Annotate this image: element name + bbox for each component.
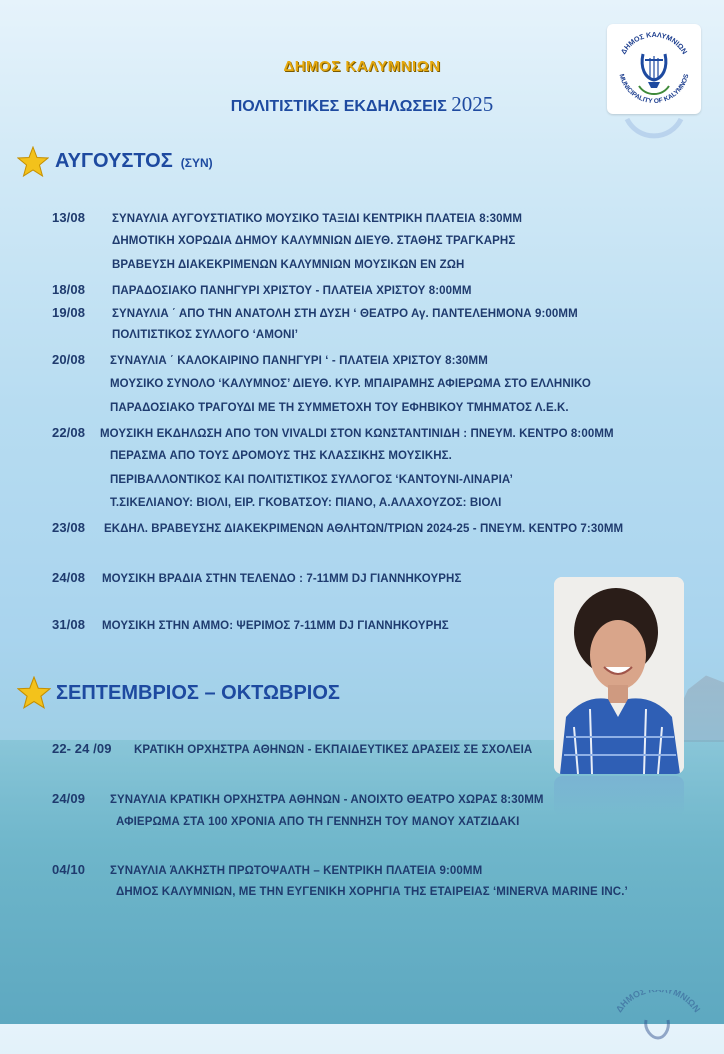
event-line: ΕΚΔΗΛ. ΒΡΑΒΕΥΣΗΣ ΔΙΑΚΕΚΡΙΜΕΝΩΝ ΑΘΛΗΤΩΝ/ΤΡΙΩΝ 2024-25 - ΠΝΕΥΜ. ΚΕΝΤΡΟ 7:30ΜΜ: [104, 523, 624, 535]
page-year: 2025: [451, 92, 494, 116]
event-13-08-line3: ΒΡΑΒΕΥΣΗ ΔΙΑΚΕΚΡΙΜΕΝΩΝ ΚΑΛΥΜΝΙΩΝ ΜΟΥΣΙΚΩΝ ΕΝ ΖΩΗ: [112, 259, 465, 271]
event-line: ΠΑΡΑΔΟΣΙΑΚΟ ΠΑΝΗΓΥΡΙ ΧΡΙΣΤΟΥ - ΠΛΑΤΕΙΑ ΧΡΙΣΤΟΥ 8:00ΜΜ: [112, 285, 472, 297]
event-line: ΚΡΑΤΙΚΗ ΟΡΧΗΣΤΡΑ ΑΘΗΝΩΝ - ΕΚΠΑΙΔΕΥΤΙΚΕΣ ΔΡΑΣΕΙΣ ΣΕ ΣΧΟΛΕΙΑ: [134, 744, 533, 756]
event-13-08: [52, 210, 522, 225]
event-04-10-line2: ΔΗΜΟΣ ΚΑΛΥΜΝΙΩΝ, ΜΕ ΤΗΝ ΕΥΓΕΝΙΚΗ ΧΟΡΗΓΙΑ ΤΗΣ ΕΤΑΙΡΕΙΑΣ ‘MINERVA MARINE INC.’: [116, 886, 628, 898]
event-line: ΜΟΥΣΙΚΗ ΒΡΑΔΙΑ ΣΤΗΝ ΤΕΛΕΝΔΟ : 7-11ΜΜ DJ ΓΙΑΝΝΗΚΟΥΡΗΣ: [102, 573, 462, 585]
event-date: 22- 24 /09: [52, 741, 112, 756]
event-22-08-line4: Τ.ΣΙΚΕΛΙΑΝΟΥ: ΒΙΟΛΙ, ΕΙΡ. ΓΚΟΒΑΤΣΟΥ: ΠΙΑΝΟ, Α.ΑΛΑΧΟΥΖΟΣ: ΒΙΟΛΙ: [110, 497, 502, 509]
event-line: ΣΥΝΑΥΛΙΑ ΄ ΚΑΛΟΚΑΙΡΙΝΟ ΠΑΝΗΓΥΡΙ ‘ - ΠΛΑΤΕΙΑ ΧΡΙΣΤΟΥ 8:30ΜΜ: [110, 355, 488, 367]
event-24-09: [52, 791, 544, 806]
event-line: ΣΥΝΑΥΛΙΑ ΚΡΑΤΙΚΗ ΟΡΧΗΣΤΡΑ ΑΘΗΝΩΝ - ΑΝΟΙΧΤΟ ΘΕΑΤΡΟ ΧΩΡΑΣ 8:30ΜΜ: [110, 794, 544, 806]
event-date: 04/10: [52, 862, 86, 877]
event-date: 22/08: [52, 425, 86, 440]
photo-reflection: [554, 776, 684, 816]
section-august-title: ΑΥΓΟΥΣΤΟΣ: [55, 150, 173, 172]
event-date: 13/08: [52, 210, 86, 225]
event-date: 19/08: [52, 305, 86, 320]
artist-photo: [554, 577, 684, 774]
event-date: 18/08: [52, 282, 86, 297]
event-23-08: [52, 520, 623, 535]
municipality-logo: [607, 24, 701, 114]
event-22-08: [52, 425, 614, 440]
event-date: 31/08: [52, 617, 86, 632]
portrait-image: [554, 577, 684, 774]
event-22-24-09: [52, 741, 532, 756]
event-line: ΜΟΥΣΙΚΗ ΕΚΔΗΛΩΣΗ ΑΠΟ ΤΟΝ VIVALDI ΣΤΟΝ ΚΩΝΣΤΑΝΤΙΝΙΔΗ : ΠΝΕΥΜ. ΚΕΝΤΡΟ 8:00ΜΜ: [100, 428, 614, 440]
section-august: [55, 150, 213, 173]
event-date: 23/08: [52, 520, 86, 535]
municipality-title: ΔΗΜΟΣ ΚΑΛΥΜΝΙΩΝ: [283, 58, 441, 75]
event-20-08: [52, 352, 488, 367]
logo-text-top: ΔΗΜΟΣ ΚΑΛΥΜΝΙΩΝ: [618, 29, 690, 56]
event-04-10: [52, 862, 482, 877]
event-line: ΣΥΝΑΥΛΙΑ ΑΥΓΟΥΣΤΙΑΤΙΚΟ ΜΟΥΣΙΚΟ ΤΑΞΙΔΙ ΚΕΝΤΡΙΚΗ ΠΛΑΤΕΙΑ 8:30ΜΜ: [112, 213, 523, 225]
event-22-08-line3: ΠΕΡΙΒΑΛΛΟΝΤΙΚΟΣ ΚΑΙ ΠΟΛΙΤΙΣΤΙΚΟΣ ΣΥΛΛΟΓΟΣ ‘ΚΑΝΤΟΥΝΙ-ΛΙΝΑΡΙΑ’: [110, 474, 513, 486]
event-line: ΣΥΝΑΥΛΙΑ ΆΛΚΗΣΤΗ ΠΡΩΤΟΨΑΛΤΗ – ΚΕΝΤΡΙΚΗ ΠΛΑΤΕΙΑ 9:00ΜΜ: [110, 865, 483, 877]
section-sep-oct-title: ΣΕΠΤΕΜΒΡΙΟΣ – ΟΚΤΩΒΡΙΟΣ: [56, 682, 340, 704]
section-sep-oct: [56, 682, 340, 705]
lyre-icon: [642, 54, 666, 88]
star-icon: [17, 676, 51, 710]
event-line: ΣΥΝΑΥΛΙΑ ΄ ΑΠΟ ΤΗΝ ΑΝΑΤΟΛΗ ΣΤΗ ΔΥΣΗ ‘ ΘΕΑΤΡΟ Αγ. ΠΑΝΤΕΛΕΗΜΟΝΑ 9:00ΜΜ: [112, 308, 578, 320]
faded-logo-stamp: [606, 990, 706, 1050]
event-20-08-line3: ΠΑΡΑΔΟΣΙΑΚΟ ΤΡΑΓΟΥΔΙ ΜΕ ΤΗ ΣΥΜΜΕΤΟΧΗ ΤΟΥ ΕΦΗΒΙΚΟΥ ΤΜΗΜΑΤΟΣ Λ.Ε.Κ.: [110, 402, 569, 414]
event-19-08-line2: ΠΟΛΙΤΙΣΤΙΚΟΣ ΣΥΛΛΟΓΟ ‘ΑΜΟΝΙ’: [112, 329, 299, 341]
logo-reflection: [607, 115, 701, 143]
event-24-09-line2: ΑΦΙΕΡΩΜΑ ΣΤΑ 100 ΧΡΟΝΙΑ ΑΠΟ ΤΗ ΓΕΝΝΗΣΗ ΤΟΥ ΜΑΝΟΥ ΧΑΤΖΙΔΑΚΙ: [116, 816, 520, 828]
event-date: 24/08: [52, 570, 86, 585]
event-date: 24/09: [52, 791, 86, 806]
page-subtitle: ΠΟΛΙΤΙΣΤΙΚΕΣ ΕΚΔΗΛΩΣΕΙΣ: [230, 98, 447, 115]
event-20-08-line2: ΜΟΥΣΙΚΟ ΣΥΝΟΛΟ ‘ΚΑΛΥΜΝΟΣ’ ΔΙΕΥΘ. ΚΥΡ. ΜΠΑΙΡΑΜΗΣ ΑΦΙΕΡΩΜΑ ΣΤΟ ΕΛΛΗΝΙΚΟ: [110, 378, 591, 390]
svg-text:ΔΗΜΟΣ ΚΑΛΥΜΝΙΩΝ: [614, 990, 702, 1014]
event-19-08: [52, 305, 578, 320]
event-line: ΜΟΥΣΙΚΗ ΣΤΗΝ ΑΜΜΟ: ΨΕΡΙΜΟΣ 7-11ΜΜ DJ ΓΙΑΝΝΗΚΟΥΡΗΣ: [102, 620, 449, 632]
event-22-08-line2: ΠΕΡΑΣΜΑ ΑΠΟ ΤΟΥΣ ΔΡΟΜΟΥΣ ΤΗΣ ΚΛΑΣΣΙΚΗΣ ΜΟΥΣΙΚΗΣ.: [110, 450, 452, 462]
event-18-08: [52, 282, 472, 297]
svg-text:ΔΗΜΟΣ ΚΑΛΥΜΝΙΩΝ: [619, 30, 690, 56]
star-icon: [17, 146, 49, 178]
event-date: 20/08: [52, 352, 86, 367]
stamp-text: ΔΗΜΟΣ ΥΜΝΙΩΝ: [613, 990, 703, 1015]
event-31-08: [52, 617, 449, 632]
event-24-08: [52, 570, 461, 585]
section-august-note: (ΣΥΝ): [180, 156, 213, 170]
event-13-08-line2: ΔΗΜΟΤΙΚΗ ΧΟΡΩΔΙΑ ΔΗΜΟΥ ΚΑΛΥΜΝΙΩΝ ΔΙΕΥΘ. ΣΤΑΘΗΣ ΤΡΑΓΚΑΡΗΣ: [112, 235, 516, 247]
logo-text-bottom: MUNICIPALITY OF KALYMNOS: [617, 73, 691, 106]
